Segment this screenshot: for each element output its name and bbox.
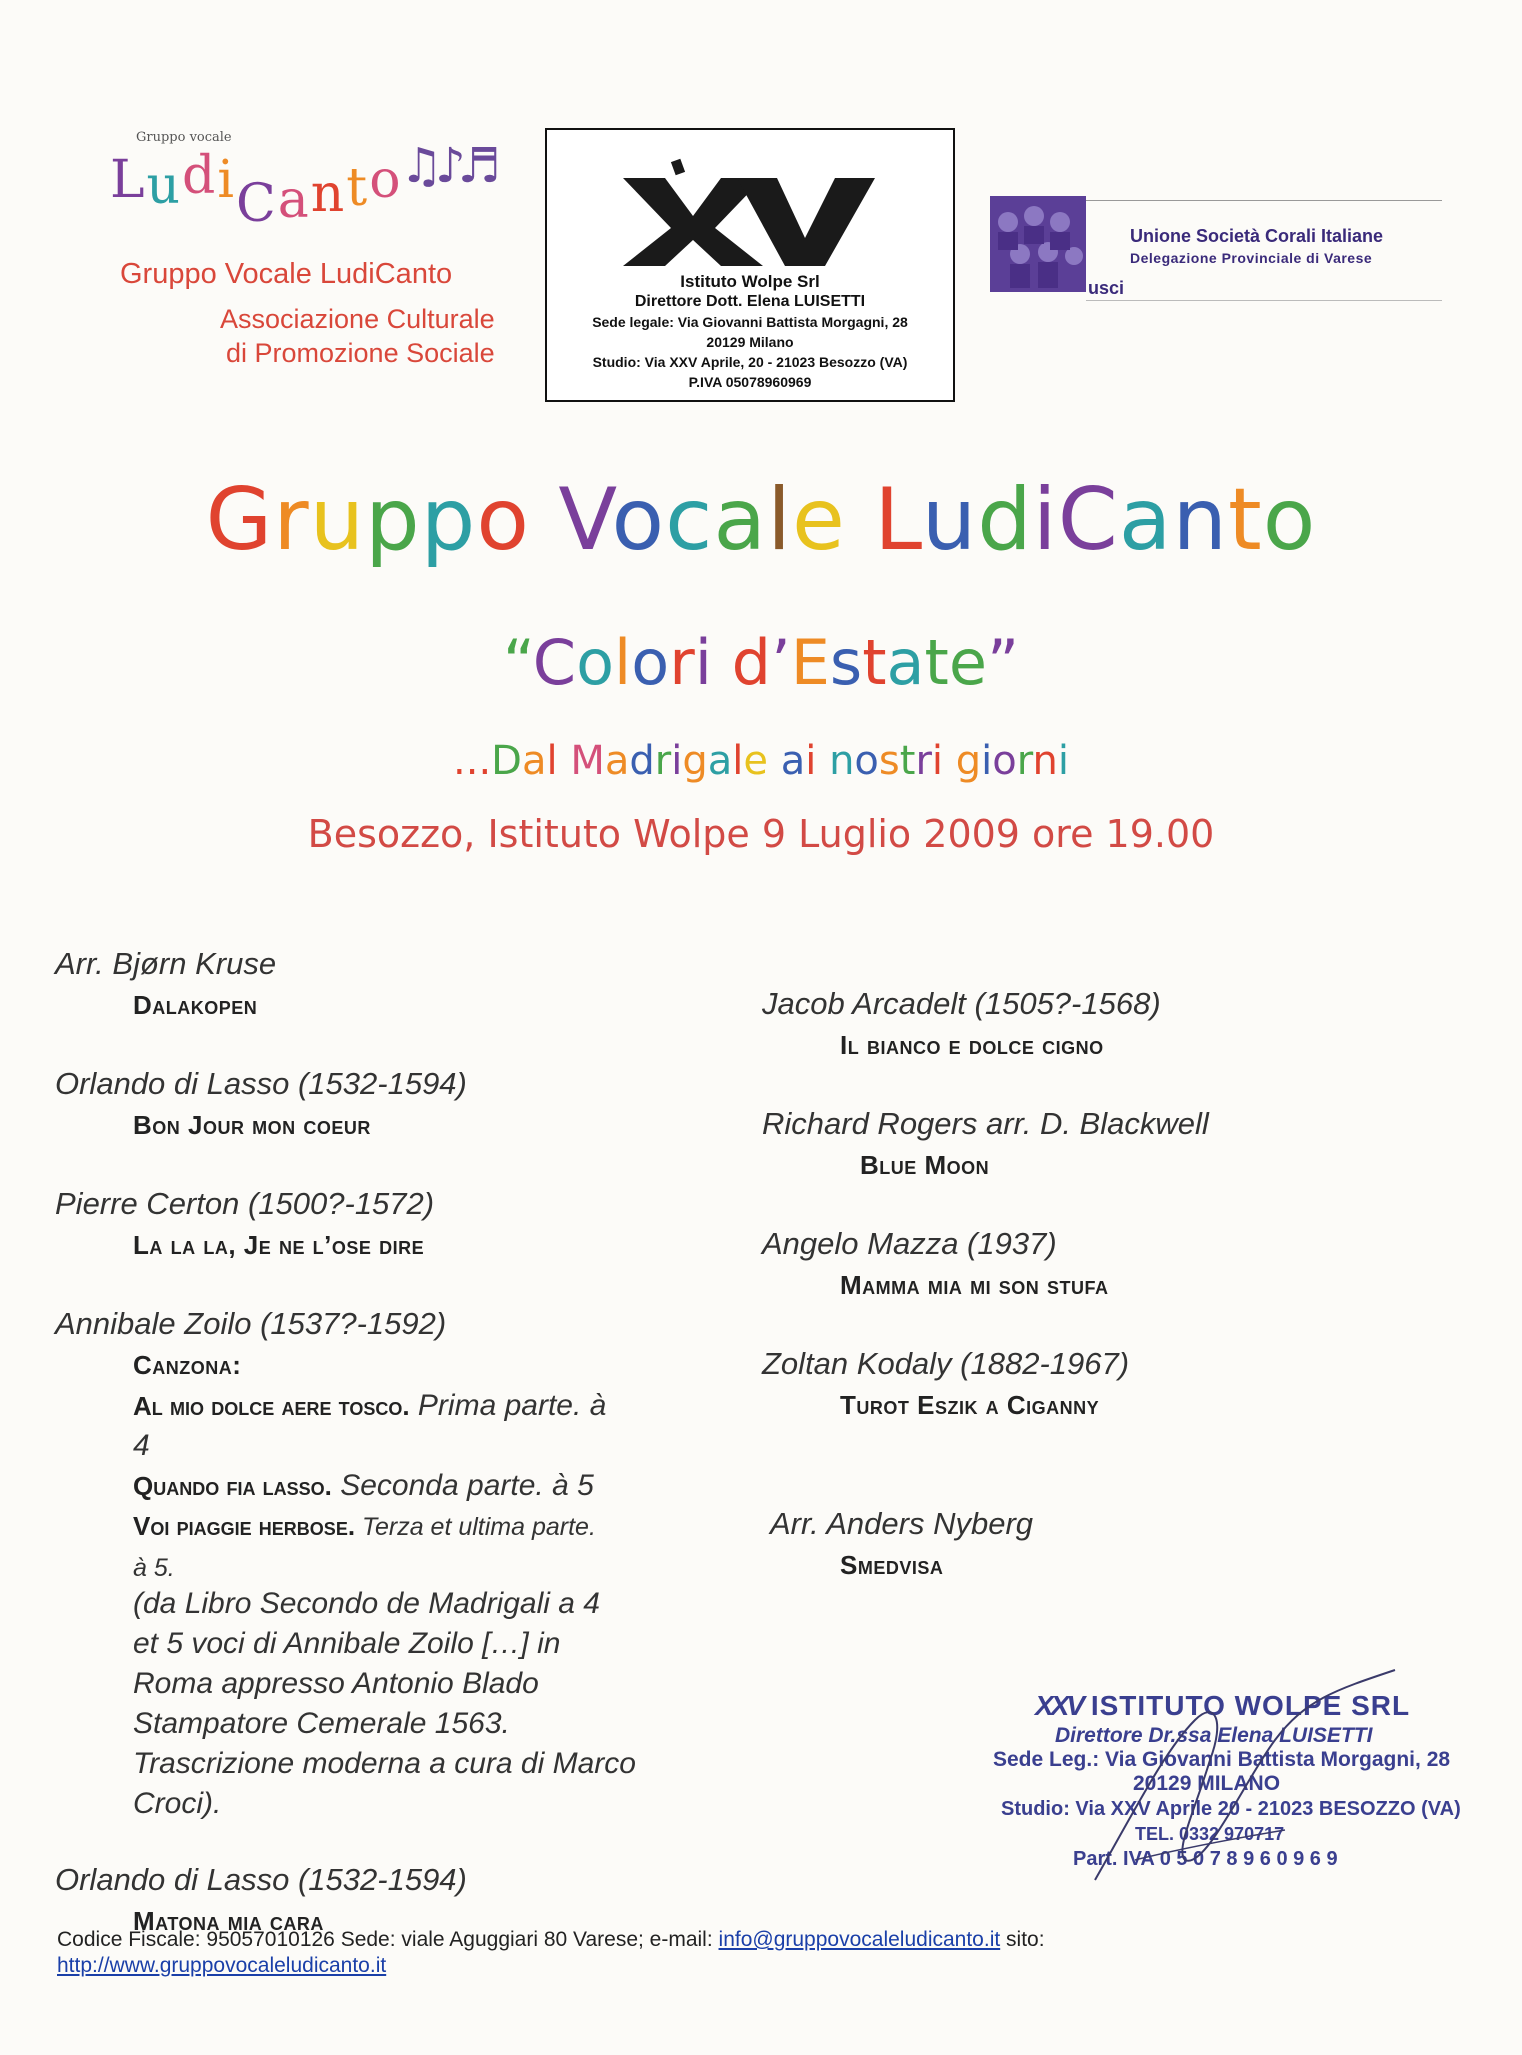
usci-logo (990, 196, 1450, 306)
usci-delegation: Delegazione Provinciale di Varese (1130, 250, 1373, 266)
piece-bianco-cigno: Il bianco e dolce cigno (840, 1030, 1104, 1060)
music-notes-icon: ♫♪♬ (400, 138, 493, 194)
stamp-title: XXV ISTITUTO WOLPE SRL (1035, 1690, 1411, 1721)
logo-association: Associazione Culturale (220, 304, 495, 334)
composer-kruse: Arr. Bjørn Kruse (55, 946, 277, 981)
usci-top-rule (1086, 200, 1442, 201)
footer (57, 1927, 1477, 1979)
piece-smedvisa: Smedvisa (840, 1550, 944, 1580)
piece-matona: Matona mia cara (133, 1906, 324, 1936)
stamp-director: Direttore Dr.ssa Elena LUISETTI (1055, 1724, 1373, 1747)
signature-icon (1075, 1660, 1415, 1900)
concert-tagline: ...Dal Madrigale ai nostri giorni (453, 738, 1069, 784)
wolpe-legal-address: Sede legale: Via Giovanni Battista Morgagni, 28 (592, 314, 908, 330)
composer-zoilo: Annibale Zoilo (1537?-1592) (55, 1306, 447, 1341)
wolpe-company: Istituto Wolpe Srl (680, 272, 820, 291)
zoilo-part-2: Quando fia lasso. Seconda parte. à 5 (133, 1469, 594, 1502)
logo-wordmark: LudiCanto (110, 146, 403, 234)
concert-subtitle: “Colori d’Estate” (502, 626, 1020, 699)
stamp-phone: TEL. 0332 970717 (1135, 1824, 1285, 1844)
composer-lasso-1: Orlando di Lasso (1532-1594) (55, 1066, 467, 1101)
composer-rogers: Richard Rogers arr. D. Blackwell (762, 1106, 1209, 1141)
composer-lasso-2: Orlando di Lasso (1532-1594) (55, 1862, 467, 1897)
wolpe-stamp (985, 1690, 1461, 1880)
usci-bottom-rule (1086, 300, 1442, 301)
zoilo-source-note: (da Libro Secondo de Madrigali a 4 et 5 voci di Annibale Zoilo […] in Roma appresso Antonio Blado Stampatore Cemerale 1563. Trascrizione moderna a cura di Marco Croci). (133, 1587, 636, 1820)
ludicanto-logo (100, 120, 530, 380)
page-title: Gruppo Vocale LudiCanto (205, 470, 1317, 570)
wolpe-vat: P.IVA 05078960969 (688, 374, 812, 390)
piece-bon-jour: Bon Jour mon coeur (133, 1110, 371, 1140)
xxv-logo-icon (613, 158, 893, 268)
zoilo-part-3: Voi piaggie herbose. Terza et ultima parte. à 5. (133, 1511, 596, 1582)
email-link[interactable]: info@gruppovocaleludicanto.it (718, 1928, 1001, 1951)
istituto-wolpe-box (545, 128, 955, 402)
logo-group-name: Gruppo Vocale LudiCanto (120, 258, 453, 290)
stamp-city: 20129 MILANO (1133, 1772, 1281, 1795)
wolpe-city: 20129 Milano (706, 334, 794, 350)
piece-mamma-mia: Mamma mia mi son stufa (840, 1270, 1109, 1300)
wolpe-director: Direttore Dott. Elena LUISETTI (634, 293, 866, 310)
concert-date: Besozzo, Istituto Wolpe 9 Luglio 2009 ore 19.00 (307, 812, 1215, 856)
stamp-legal-address: Sede Leg.: Via Giovanni Battista Morgagni, 28 (993, 1748, 1451, 1771)
piece-blue-moon: Blue Moon (860, 1150, 990, 1180)
composer-mazza: Angelo Mazza (1937) (762, 1226, 1057, 1261)
wolpe-studio-address: Studio: Via XXV Aprile, 20 - 21023 Besozzo (VA) (592, 354, 908, 370)
piece-canzona: Canzona: (133, 1350, 242, 1380)
piece-turot: Turot Eszik a Ciganny (840, 1390, 1100, 1420)
logo-small-text: Gruppo vocale (136, 130, 232, 145)
usci-name: Unione Società Corali Italiane (1130, 226, 1384, 246)
stamp-vat: Part. IVA 0 5 0 7 8 9 6 0 9 6 9 (1073, 1848, 1338, 1870)
composer-certon: Pierre Certon (1500?-1572) (55, 1186, 435, 1221)
composer-arcadelt: Jacob Arcadelt (1505?-1568) (762, 986, 1161, 1021)
logo-promotion: di Promozione Sociale (226, 338, 495, 368)
footer-info: Codice Fiscale: 95057010126 Sede: viale Aguggiari 80 Varese; e-mail: (57, 1928, 719, 1951)
composer-nyberg: Arr. Anders Nyberg (770, 1506, 1034, 1541)
choir-figures-icon (990, 196, 1086, 292)
piece-dalakopen: Dalakopen (133, 990, 258, 1020)
usci-abbr: usci (1088, 278, 1125, 298)
piece-la-la-la: La la la, Je ne l’ose dire (133, 1230, 425, 1260)
composer-kodaly: Zoltan Kodaly (1882-1967) (762, 1346, 1130, 1381)
footer-site-label: sito: (1000, 1928, 1045, 1951)
stamp-studio-address: Studio: Via XXV Aprile 20 - 21023 BESOZZO (VA) (1001, 1798, 1461, 1820)
zoilo-part-1: Al mio dolce aere tosco. Prima parte. à 4 (133, 1389, 607, 1462)
website-link[interactable]: http://www.gruppovocaleludicanto.it (57, 1954, 387, 1977)
